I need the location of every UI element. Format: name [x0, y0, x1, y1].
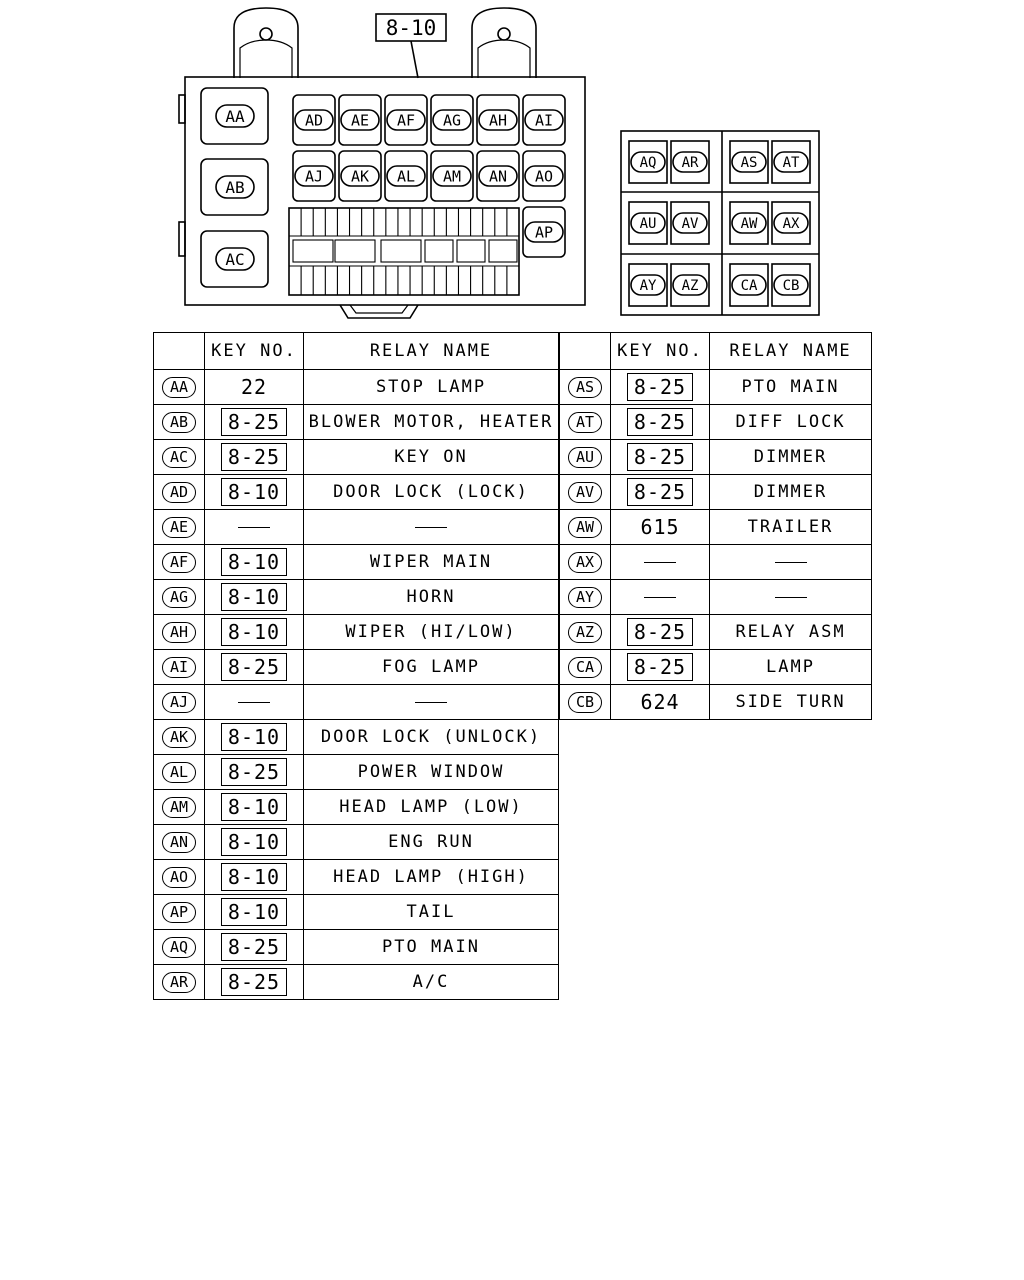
empty-dash: [238, 527, 270, 528]
code-cell: [154, 720, 205, 755]
table-row: [154, 965, 559, 1000]
relay-code: AJ: [162, 692, 196, 713]
relay-code-label: AV: [681, 216, 699, 233]
relay-code: AW: [568, 517, 602, 538]
relay-code-label: AO: [534, 167, 554, 186]
relay-ak: [341, 166, 379, 186]
code-cell: [154, 405, 205, 440]
fuse-slot: [381, 240, 421, 262]
relay-name-cell: LAMP: [710, 650, 872, 685]
relay-ac: [216, 248, 254, 270]
key-no: 8-25: [221, 408, 287, 436]
relay-name-cell: HORN: [304, 580, 559, 615]
mount-tab-left: [234, 8, 298, 78]
key-no: 8-10: [221, 618, 287, 646]
table-row: [154, 755, 559, 790]
relay-code: AR: [162, 972, 196, 993]
table-row: [154, 440, 559, 475]
relay-name-cell: KEY ON: [304, 440, 559, 475]
relay-ap: [525, 222, 563, 242]
relay-code-label: AH: [488, 111, 508, 130]
fuse-slot: [457, 240, 485, 262]
relay-name-cell: [710, 545, 872, 580]
relay-ag: [433, 110, 471, 130]
code-cell: [560, 405, 611, 440]
relay-code: AU: [568, 447, 602, 468]
relay-code-label: AS: [740, 155, 758, 172]
relay-code: AF: [162, 552, 196, 573]
key-no: 8-25: [627, 408, 693, 436]
relay-aj: [295, 166, 333, 186]
empty-dash: [415, 527, 447, 528]
header-relay-name: RELAY NAME: [304, 333, 559, 370]
table-row: [154, 510, 559, 545]
relay-ai: [525, 110, 563, 130]
relay-code-label: AP: [534, 223, 554, 242]
key-no-cell: [205, 370, 304, 405]
relay-ah: [479, 110, 517, 130]
relay-ca: [732, 275, 766, 295]
relay-code-label: AA: [225, 106, 245, 126]
code-cell: [154, 615, 205, 650]
mount-hole-left: [260, 28, 272, 40]
mount-tab-right-inner: [478, 40, 530, 78]
relay-am: [433, 166, 471, 186]
table-row: [154, 650, 559, 685]
key-no: 8-25: [627, 443, 693, 471]
code-cell: [154, 370, 205, 405]
key-no-cell: [611, 685, 710, 720]
table-row: [560, 510, 872, 545]
relay-code-label: AL: [396, 167, 416, 186]
key-no-cell: [611, 370, 710, 405]
key-no-cell: [205, 825, 304, 860]
relay-ao: [525, 166, 563, 186]
relay-code: AD: [162, 482, 196, 503]
key-no: 8-10: [221, 548, 287, 576]
relay-ae: [341, 110, 379, 130]
relay-code: AE: [162, 517, 196, 538]
key-no-cell: [611, 650, 710, 685]
key-no-cell: [611, 440, 710, 475]
code-cell: [560, 510, 611, 545]
relay-aw: [732, 213, 766, 233]
code-cell: [560, 545, 611, 580]
table-row: [154, 475, 559, 510]
code-cell: [154, 755, 205, 790]
table-row: [154, 930, 559, 965]
key-no-cell: [205, 510, 304, 545]
relay-name-cell: TAIL: [304, 895, 559, 930]
relay-code-label: AI: [534, 111, 554, 130]
table-row: [560, 475, 872, 510]
relay-name-cell: [304, 510, 559, 545]
relay-name-cell: HEAD LAMP (HIGH): [304, 860, 559, 895]
code-cell: [560, 685, 611, 720]
code-cell: [154, 930, 205, 965]
header-key-no: KEY NO.: [611, 333, 710, 370]
key-no: 8-10: [221, 723, 287, 751]
code-cell: [154, 580, 205, 615]
table-row: [560, 440, 872, 475]
code-cell: [560, 650, 611, 685]
relay-ar: [673, 152, 707, 172]
key-no-cell: [205, 580, 304, 615]
relay-name-cell: FOG LAMP: [304, 650, 559, 685]
relay-name-cell: PTO MAIN: [710, 370, 872, 405]
relay-code-label: AB: [225, 177, 245, 197]
relay-code-label: AK: [350, 167, 370, 186]
table-row: [560, 650, 872, 685]
relay-name-cell: PTO MAIN: [304, 930, 559, 965]
relay-code-label: AR: [681, 155, 699, 172]
fuse-slot: [425, 240, 453, 262]
key-no-cell: [205, 650, 304, 685]
relay-code: AY: [568, 587, 602, 608]
relay-name-cell: HEAD LAMP (LOW): [304, 790, 559, 825]
relay-name-cell: BLOWER MOTOR, HEATER: [304, 405, 559, 440]
key-no: 624: [640, 690, 680, 714]
header-relay-name: RELAY NAME: [710, 333, 872, 370]
key-no-cell: [205, 405, 304, 440]
relay-name-cell: [304, 685, 559, 720]
table-row: [154, 370, 559, 405]
key-no: 8-10: [221, 898, 287, 926]
relay-code-label: AZ: [681, 278, 699, 295]
relay-code: AL: [162, 762, 196, 783]
relay-code: AH: [162, 622, 196, 643]
key-no-cell: [205, 475, 304, 510]
relay-name-cell: STOP LAMP: [304, 370, 559, 405]
relay-code-label: AJ: [304, 167, 324, 186]
key-no-cell: [205, 545, 304, 580]
relay-name-cell: POWER WINDOW: [304, 755, 559, 790]
relay-name-cell: DOOR LOCK (UNLOCK): [304, 720, 559, 755]
relay-code-label: CB: [782, 278, 800, 295]
relay-cb: [774, 275, 808, 295]
key-no: 8-25: [221, 653, 287, 681]
relay-code: AV: [568, 482, 602, 503]
relay-code: AB: [162, 412, 196, 433]
relay-code-label: AN: [488, 167, 508, 186]
relay-name-cell: DIFF LOCK: [710, 405, 872, 440]
key-no-cell: [205, 790, 304, 825]
code-cell: [154, 860, 205, 895]
relay-ad: [295, 110, 333, 130]
relay-name-cell: DOOR LOCK (LOCK): [304, 475, 559, 510]
code-cell: [154, 790, 205, 825]
relay-az: [673, 275, 707, 295]
housing-side-clip-top: [179, 95, 185, 123]
code-cell: [560, 615, 611, 650]
key-no: 8-10: [221, 478, 287, 506]
key-no: 8-10: [221, 828, 287, 856]
code-cell: [154, 510, 205, 545]
relay-code: AZ: [568, 622, 602, 643]
key-no-cell: [205, 440, 304, 475]
relay-code: CA: [568, 657, 602, 678]
key-no: 8-25: [221, 443, 287, 471]
table-row: [154, 860, 559, 895]
code-cell: [154, 685, 205, 720]
table-row: [560, 405, 872, 440]
relay-al: [387, 166, 425, 186]
relay-code: AP: [162, 902, 196, 923]
relay-code-label: AE: [350, 111, 370, 130]
relay-code-label: AD: [304, 111, 324, 130]
relay-ay: [631, 275, 665, 295]
key-no: 8-10: [221, 793, 287, 821]
empty-dash: [415, 702, 447, 703]
relay-table-left: [153, 332, 559, 1000]
relay-code: AS: [568, 377, 602, 398]
relay-name-cell: SIDE TURN: [710, 685, 872, 720]
code-cell: [560, 440, 611, 475]
relay-as: [732, 152, 766, 172]
relay-name-cell: DIMMER: [710, 475, 872, 510]
mount-tab-right: [472, 8, 536, 78]
code-cell: [154, 895, 205, 930]
table-row: [154, 405, 559, 440]
table-row: [154, 895, 559, 930]
code-cell: [560, 475, 611, 510]
relay-ab: [216, 176, 254, 198]
relay-au: [631, 213, 665, 233]
code-cell: [154, 825, 205, 860]
key-no: 8-25: [627, 373, 693, 401]
table-row: [560, 580, 872, 615]
key-no-cell: [205, 615, 304, 650]
relay-code: AT: [568, 412, 602, 433]
relay-box-diagram: [0, 0, 1024, 330]
header-code: [154, 333, 205, 370]
relay-aa: [216, 105, 254, 127]
relay-code-label: AC: [225, 249, 245, 269]
table-row: [154, 615, 559, 650]
fuse-slot: [293, 240, 333, 262]
key-no: 615: [640, 515, 680, 539]
empty-dash: [238, 702, 270, 703]
key-no-cell: [611, 510, 710, 545]
code-cell: [560, 370, 611, 405]
key-no-cell: [205, 720, 304, 755]
relay-name-cell: WIPER (HI/LOW): [304, 615, 559, 650]
key-no: 8-10: [221, 583, 287, 611]
relay-name-cell: [710, 580, 872, 615]
empty-dash: [775, 562, 807, 563]
key-no-cell: [611, 545, 710, 580]
fuse-slot: [489, 240, 517, 262]
code-cell: [154, 650, 205, 685]
table-row: [560, 370, 872, 405]
relay-code: AK: [162, 727, 196, 748]
relay-name-cell: WIPER MAIN: [304, 545, 559, 580]
table-row: [154, 720, 559, 755]
relay-code: AQ: [162, 937, 196, 958]
header-code: [560, 333, 611, 370]
relay-code: AM: [162, 797, 196, 818]
code-cell: [154, 965, 205, 1000]
key-no-cell: [205, 930, 304, 965]
empty-dash: [644, 562, 676, 563]
relay-af: [387, 110, 425, 130]
table-row: [154, 825, 559, 860]
relay-at: [774, 152, 808, 172]
table-row: [560, 685, 872, 720]
relay-code: AO: [162, 867, 196, 888]
relay-code-label: AM: [442, 167, 462, 186]
relay-name-cell: A/C: [304, 965, 559, 1000]
relay-code: CB: [568, 692, 602, 713]
empty-dash: [775, 597, 807, 598]
code-cell: [154, 545, 205, 580]
code-cell: [154, 440, 205, 475]
relay-code: AG: [162, 587, 196, 608]
key-no-cell: [611, 405, 710, 440]
key-no-cell: [611, 475, 710, 510]
relay-code: AA: [162, 377, 196, 398]
relay-code-label: AG: [442, 111, 462, 130]
table-row: [154, 580, 559, 615]
key-no: 22: [240, 375, 268, 399]
relay-code: AX: [568, 552, 602, 573]
relay-code: AN: [162, 832, 196, 853]
housing-bottom-latch-inner: [350, 305, 408, 313]
relay-aq: [631, 152, 665, 172]
relay-code-label: AQ: [639, 155, 657, 172]
relay-ax: [774, 213, 808, 233]
code-cell: [560, 580, 611, 615]
fuse-slot: [335, 240, 375, 262]
table-header-row: [154, 333, 559, 370]
key-no: 8-10: [221, 863, 287, 891]
relay-code-label: AU: [639, 216, 657, 233]
key-no: 8-25: [221, 933, 287, 961]
relay-code-label: AY: [639, 278, 657, 295]
relay-table-right: [559, 332, 872, 720]
key-no-cell: [205, 965, 304, 1000]
relay-code: AC: [162, 447, 196, 468]
header-key-no: KEY NO.: [205, 333, 304, 370]
table-row: [560, 545, 872, 580]
housing-side-clip-bottom: [179, 222, 185, 256]
relay-code-label: AW: [740, 216, 758, 233]
empty-dash: [644, 597, 676, 598]
key-no: 8-25: [221, 758, 287, 786]
key-no: 8-25: [627, 478, 693, 506]
key-no-cell: [205, 755, 304, 790]
relay-code: AI: [162, 657, 196, 678]
relay-code-label: AX: [782, 216, 800, 233]
key-no-cell: [611, 615, 710, 650]
mount-tab-left-inner: [240, 40, 292, 78]
key-no-cell: [205, 860, 304, 895]
key-no: 8-25: [221, 968, 287, 996]
relay-code-label: AT: [782, 155, 800, 172]
key-no-cell: [205, 895, 304, 930]
key-no: 8-25: [627, 618, 693, 646]
relay-av: [673, 213, 707, 233]
table-header-row: [560, 333, 872, 370]
relay-name-cell: TRAILER: [710, 510, 872, 545]
mount-hole-right: [498, 28, 510, 40]
relay-code-label: CA: [740, 278, 758, 295]
key-no-cell: [611, 580, 710, 615]
relay-name-cell: RELAY ASM: [710, 615, 872, 650]
table-row: [560, 615, 872, 650]
relay-an: [479, 166, 517, 186]
table-row: [154, 790, 559, 825]
code-cell: [154, 475, 205, 510]
table-row: [154, 545, 559, 580]
callout-leader: [411, 41, 418, 78]
key-no: 8-25: [627, 653, 693, 681]
relay-code-label: AF: [396, 111, 416, 130]
key-no-cell: [205, 685, 304, 720]
table-row: [154, 685, 559, 720]
callout-label: 8-10: [385, 16, 437, 40]
relay-name-cell: DIMMER: [710, 440, 872, 475]
relay-name-cell: ENG RUN: [304, 825, 559, 860]
